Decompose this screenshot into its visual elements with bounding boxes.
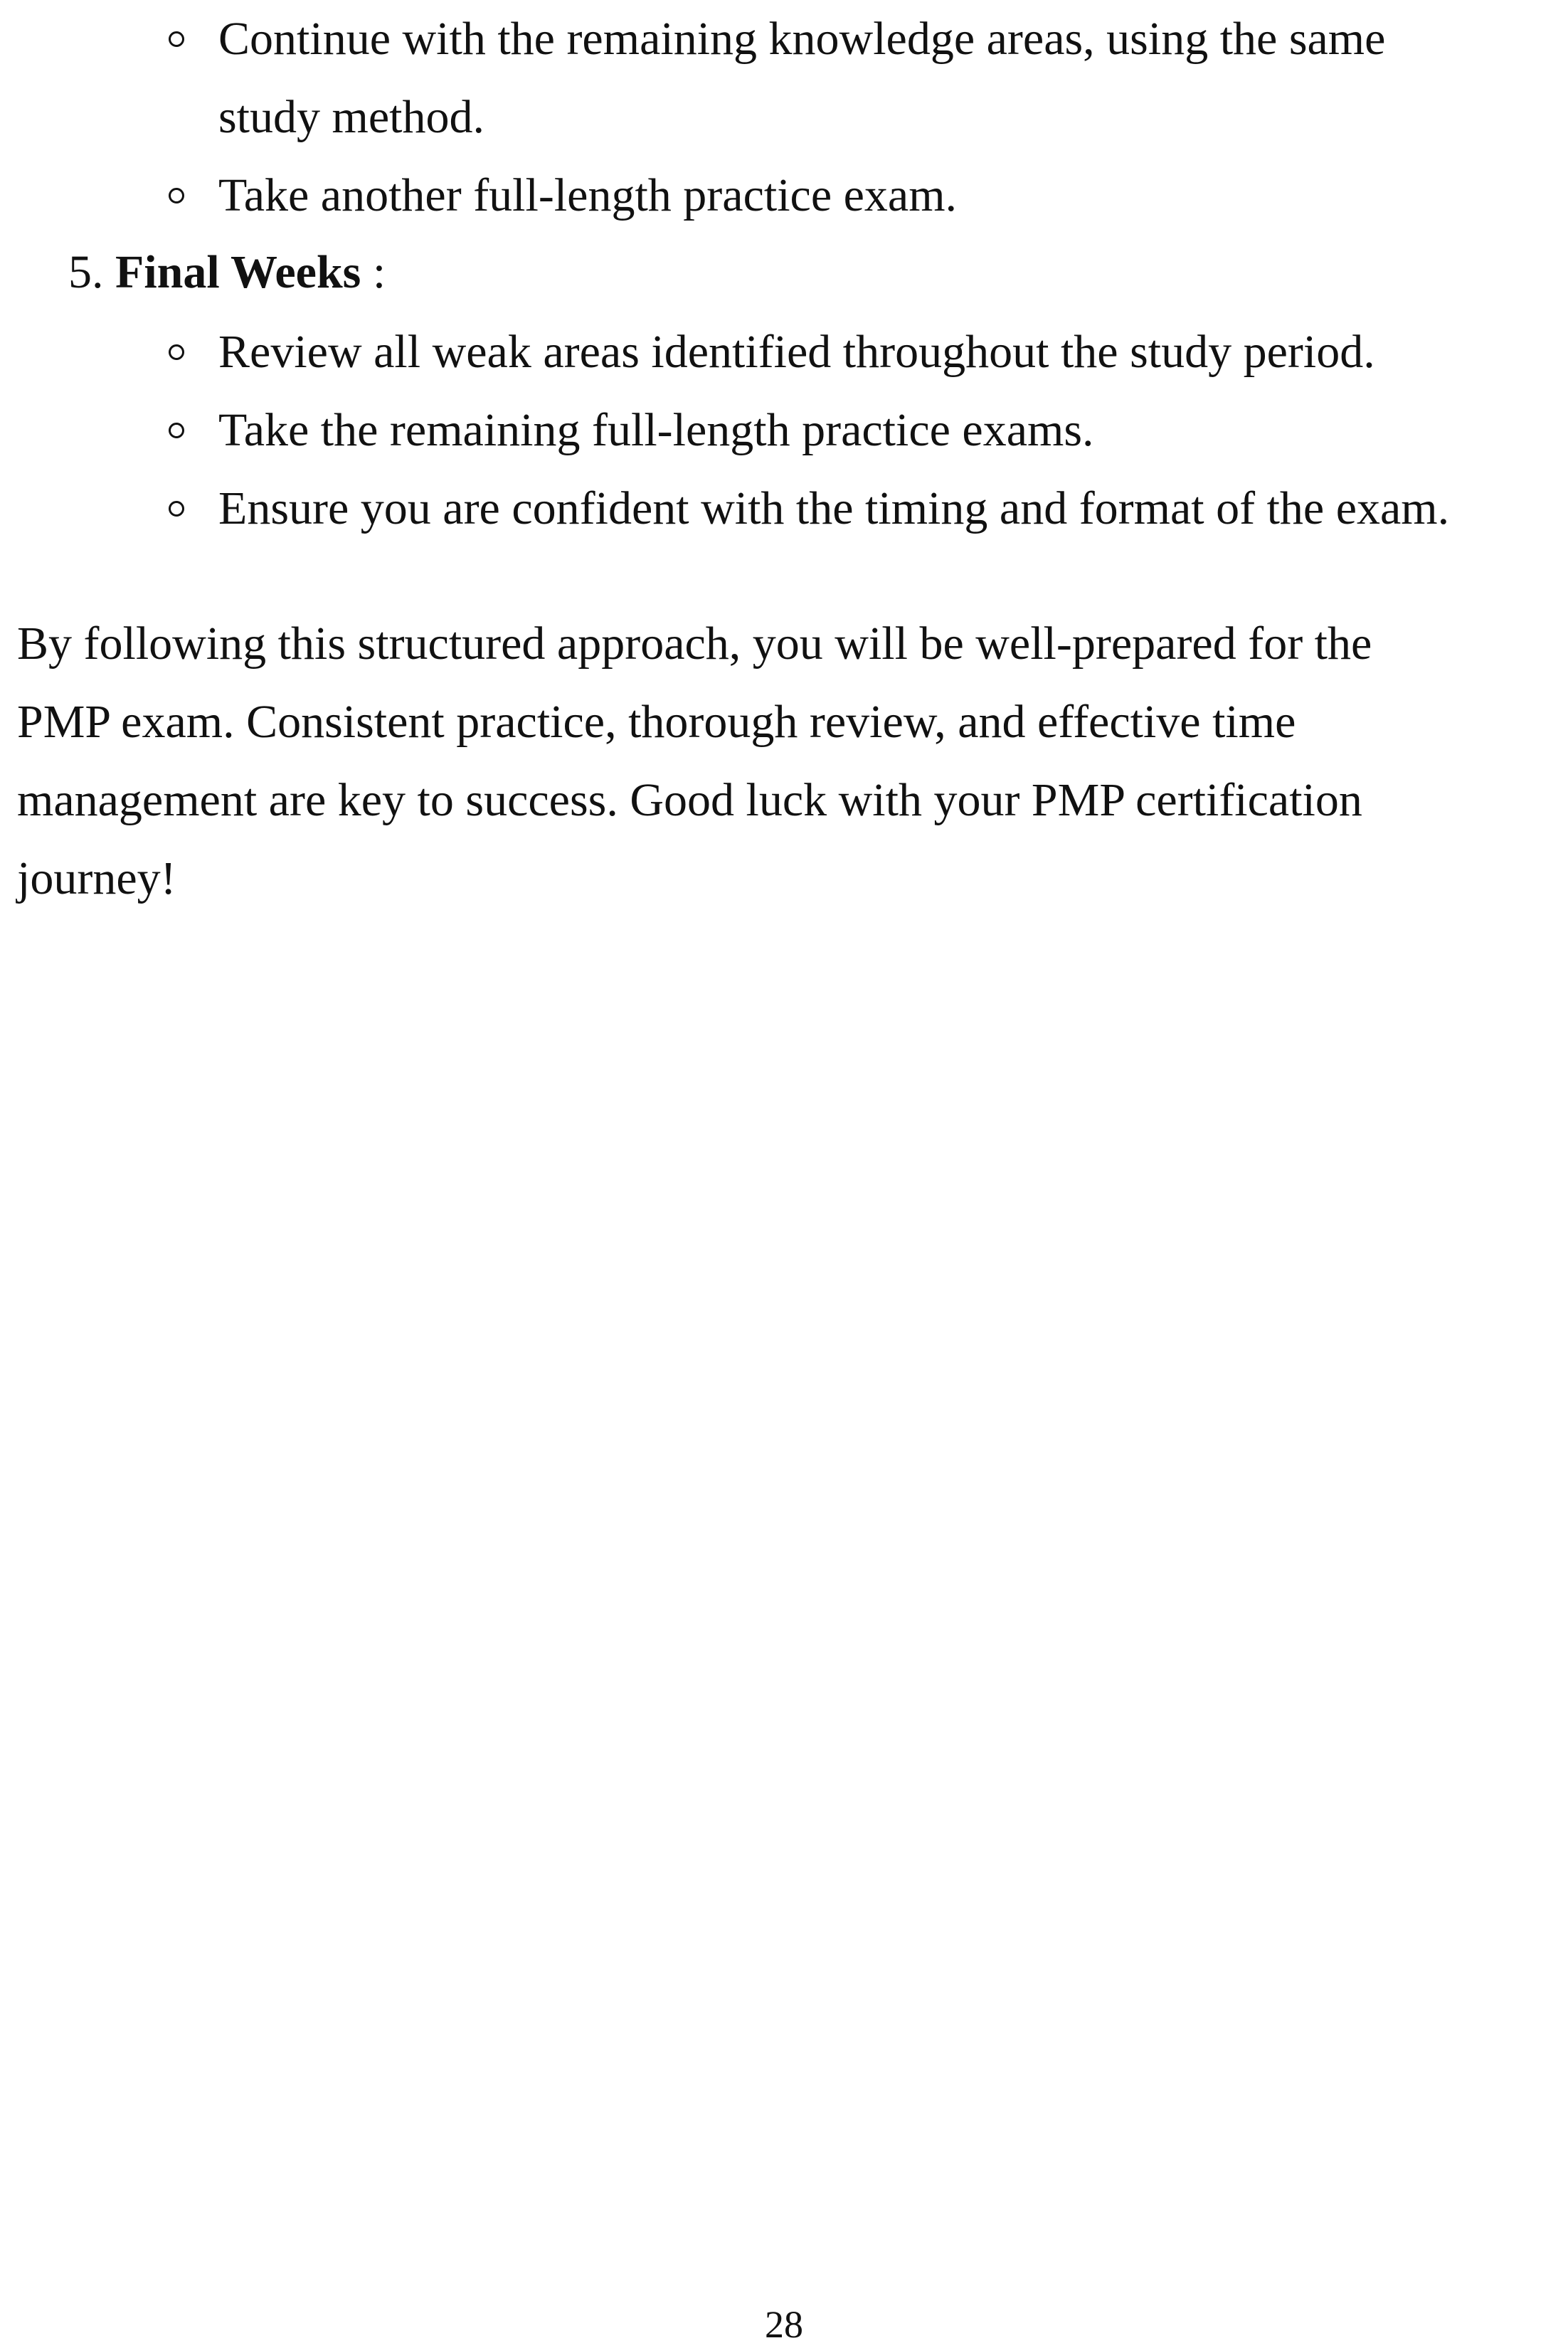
bullet-text-continue-line-1: Continue with the remaining knowledge areas, using the same (218, 13, 1386, 65)
bullet-text-continue-line-2: study method. (218, 91, 484, 143)
conclusion-line-3: management are key to success. Good luck with your PMP certification (17, 774, 1362, 826)
item-number: 5. (68, 246, 104, 298)
numbered-item-final-weeks (68, 246, 386, 298)
hollow-bullet-icon (169, 501, 184, 517)
hollow-bullet-icon (169, 344, 184, 360)
conclusion-line-4: journey! (17, 852, 176, 904)
bullet-text-practice-exam: Take another full-length practice exam. (218, 169, 958, 221)
bullet-text-remaining-exams: Take the remaining full-length practice exams. (218, 404, 1094, 456)
bullet-text-timing-format: Ensure you are confident with the timing and format of the exam. (218, 482, 1450, 534)
page-number: 28 (765, 2303, 803, 2346)
item-title: Final Weeks (115, 246, 361, 298)
hollow-bullet-icon (169, 31, 184, 47)
hollow-bullet-icon (169, 423, 184, 438)
bullet-text-review-weak-areas: Review all weak areas identified throughout the study period. (218, 326, 1375, 378)
conclusion-line-1: By following this structured approach, you will be well-prepared for the (17, 618, 1372, 670)
hollow-bullet-icon (169, 188, 184, 203)
item-title-suffix: : (361, 246, 386, 298)
conclusion-line-2: PMP exam. Consistent practice, thorough review, and effective time (17, 696, 1296, 748)
